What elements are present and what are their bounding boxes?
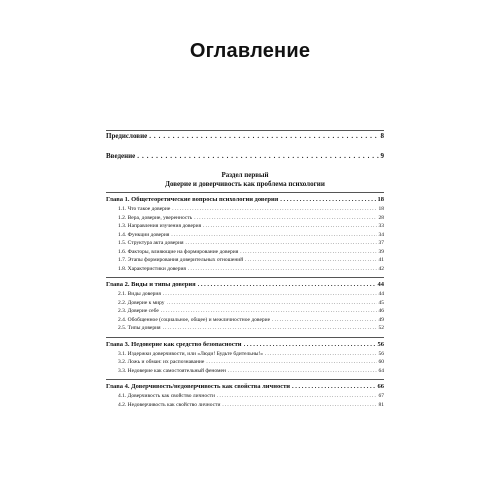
entry-title: 2.2. Доверие к миру <box>118 299 165 306</box>
entry-title: 2.4. Обобщенное (социальное, общее) и межличностное доверие <box>118 316 271 323</box>
toc-entry-section[interactable] <box>106 350 384 359</box>
entry-title: Введение <box>106 152 136 160</box>
entry-title: 1.5. Структура акта доверия <box>118 240 184 246</box>
toc-entry-section[interactable] <box>106 358 384 367</box>
toc-entry-chapter-4[interactable] <box>106 382 384 392</box>
toc-entry-introduction[interactable] <box>106 151 384 161</box>
entry-title: Предисловие <box>106 132 148 140</box>
entry-title: Глава 4. Доверчивость/недоверчивость как свойства личности <box>106 383 291 390</box>
toc-entry-chapter-1[interactable] <box>106 195 384 205</box>
entry-title: 1.2. Вера, доверие, уверенность <box>118 214 193 221</box>
entry-title: 2.1. Виды доверия <box>118 291 161 297</box>
entry-page: 49 <box>378 316 384 323</box>
entry-title: 1.7. Этапы формирования доверительных отношений <box>118 257 244 263</box>
dot-leader <box>172 205 376 214</box>
dot-leader <box>206 358 376 367</box>
entry-title: Глава 1. Общетеоретические вопросы психологии доверия <box>106 196 279 203</box>
toc-entry-section[interactable] <box>106 222 384 231</box>
dot-leader <box>240 248 376 257</box>
entry-title: 1.1. Что такое доверие <box>118 206 171 212</box>
entry-page: 39 <box>378 248 384 255</box>
entry-page: 44 <box>377 281 384 288</box>
entry-title: Глава 2. Виды и типы доверия <box>106 281 196 288</box>
entry-title: 1.4. Функции доверия <box>118 231 170 238</box>
page-title: Оглавление <box>189 40 311 62</box>
toc-entry-section[interactable] <box>106 392 384 401</box>
dot-leader <box>222 401 376 410</box>
part-label: Раздел первый <box>221 171 269 179</box>
entry-page: 52 <box>378 325 384 331</box>
toc-entry-section[interactable] <box>106 307 384 316</box>
entry-page: 9 <box>380 152 384 160</box>
dot-leader <box>292 382 375 392</box>
entry-page: 46 <box>378 308 384 314</box>
dot-leader <box>228 367 377 376</box>
toc-entry-section[interactable] <box>106 205 384 214</box>
chapter-block-4 <box>106 379 384 409</box>
entry-page: 66 <box>377 383 384 390</box>
dot-leader <box>163 324 377 333</box>
entry-title: 3.3. Недоверие как самостоятельный феномен <box>118 367 226 374</box>
dot-leader <box>265 350 376 359</box>
toc-entry-section[interactable] <box>106 401 384 410</box>
toc-entry-section[interactable] <box>106 324 384 333</box>
entry-page: 56 <box>377 340 384 348</box>
entry-title: 1.3. Направления изучения доверия <box>118 223 202 229</box>
toc-entry-section[interactable] <box>106 290 384 299</box>
toc-entry-section[interactable] <box>106 214 384 223</box>
entry-title: 4.2. Недоверчивость как свойство личности <box>118 401 221 408</box>
entry-page: 81 <box>378 401 384 408</box>
entry-title: 2.5. Типы доверия <box>118 325 161 331</box>
toc-entry-section[interactable] <box>106 316 384 325</box>
entry-page: 45 <box>378 299 384 306</box>
entry-title: 3.2. Ложь и обман: их распознавание <box>118 359 205 365</box>
entry-page: 28 <box>378 214 384 221</box>
dot-leader <box>245 256 376 265</box>
part-title: Доверие и доверчивость как проблема психологии <box>165 180 325 188</box>
dot-leader <box>161 307 377 316</box>
entry-page: 60 <box>378 359 384 365</box>
toc-entry-chapter-3[interactable] <box>106 340 384 350</box>
dot-leader <box>188 265 377 274</box>
entry-page: 41 <box>378 257 384 263</box>
entry-page: 64 <box>378 367 384 374</box>
entry-title: Глава 3. Недоверие как средство безопасности <box>106 340 242 348</box>
dot-leader <box>198 280 376 290</box>
dot-leader <box>203 222 376 231</box>
entry-page: 42 <box>378 265 384 272</box>
toc-entry-section[interactable] <box>106 231 384 240</box>
entry-page: 18 <box>377 196 384 203</box>
toc-entry-section[interactable] <box>106 248 384 257</box>
entry-title: 1.6. Факторы, влияющие на формирование доверия <box>118 248 239 255</box>
dot-leader <box>171 231 376 240</box>
toc-entry-section[interactable] <box>106 299 384 308</box>
dot-leader <box>244 340 376 350</box>
entry-page: 18 <box>378 206 384 212</box>
chapter-block-1 <box>106 192 384 273</box>
chapter-block-3 <box>106 337 384 376</box>
dot-leader <box>185 239 376 248</box>
dot-leader <box>163 290 377 299</box>
entry-page: 56 <box>378 350 384 357</box>
toc-entry-section[interactable] <box>106 239 384 248</box>
dot-leader <box>272 316 376 325</box>
entry-title: 2.3. Доверие себе <box>118 308 159 314</box>
dot-leader <box>149 131 378 141</box>
toc-entry-section[interactable] <box>106 265 384 274</box>
entry-page: 67 <box>378 393 384 399</box>
toc-entry-section[interactable] <box>106 367 384 376</box>
toc-entry-chapter-2[interactable] <box>106 280 384 290</box>
entry-page: 44 <box>378 291 384 297</box>
toc-entry-preface[interactable] <box>106 131 384 141</box>
entry-title: 3.1. Издержки доверчивости, или «Люди! Будьте бдительны!» <box>118 350 264 357</box>
dot-leader <box>280 195 375 205</box>
dot-leader <box>167 299 377 308</box>
toc-entry-section[interactable] <box>106 256 384 265</box>
table-of-contents <box>106 130 384 409</box>
entry-title: 1.8. Характеристики доверия <box>118 265 186 272</box>
dot-leader <box>137 151 378 161</box>
dot-leader <box>194 214 376 223</box>
chapter-block-2 <box>106 277 384 333</box>
entry-page: 33 <box>378 223 384 229</box>
entry-page: 8 <box>380 132 384 140</box>
entry-page: 37 <box>378 240 384 246</box>
entry-page: 34 <box>378 231 384 238</box>
entry-title: 4.1. Доверчивость как свойство личности <box>118 393 216 399</box>
dot-leader <box>217 392 376 401</box>
